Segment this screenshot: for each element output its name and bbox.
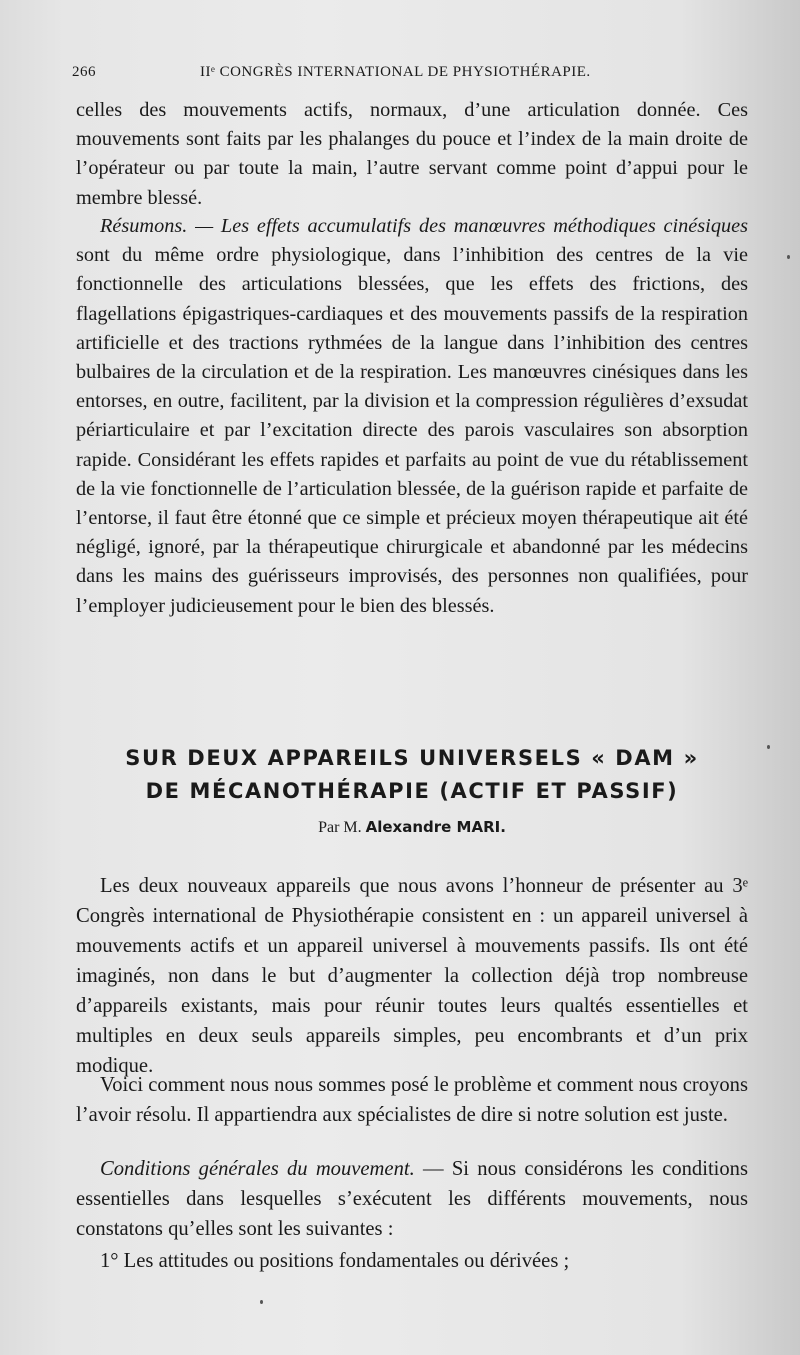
- scan-speck: [260, 1300, 263, 1304]
- author-name: Alexandre MARI.: [365, 818, 506, 836]
- byline-prefix: Par M.: [318, 819, 366, 836]
- running-title: IIᵉ CONGRÈS INTERNATIONAL DE PHYSIOTHÉRAPIE.: [200, 64, 591, 80]
- paragraph-list-item-1: 1° Les attitudes ou positions fondamentales ou dérivées ;: [100, 1250, 570, 1272]
- page-header: [72, 64, 748, 86]
- paragraph-problem: Voici comment nous nous sommes posé le problème et comment nous croyons l’avoir résolu. Il appartiendra aux spécialistes de dire si notre solution est juste.: [76, 1074, 748, 1126]
- byline: [72, 818, 752, 837]
- scan-speck: [787, 255, 790, 259]
- section-title-line-1: SUR DEUX APPAREILS UNIVERSELS « DAM »: [125, 746, 699, 770]
- paragraph-continuation: celles des mouvements actifs, normaux, d’une articulation donnée. Ces mouvements sont faits par les phalanges du pouce et l’index de la main droite de l’opérateur ou par toute la main, l’autre servant comme point d’appui pour le membre blessé.: [76, 99, 748, 209]
- paragraph-resumons: [76, 212, 748, 621]
- paragraph-lead-italic: Résumons. — Les effets accumulatifs des manœuvres méthodiques cinésiques: [100, 215, 748, 237]
- paragraph-intro: Les deux nouveaux appareils que nous avons l’honneur de présenter au 3ᵉ Congrès international de Physiothérapie consistent en : un appareil universel à mouvements actifs et un appareil universel à mouvements passifs. Ils ont été imaginés, non dans le but d’augmenter la collection déjà trop nombreuse d’appareils existants, mais pour réunir toutes leurs qualtés essentielles et multiples en deux seuls appareils simples, peu encombrants et d’un prix modique.: [76, 875, 748, 1077]
- scan-speck: [767, 745, 770, 749]
- section-title-line-2: DE MÉCANOTHÉRAPIE (ACTIF ET PASSIF): [145, 779, 679, 803]
- paragraph-body: sont du même ordre physiologique, dans l’inhibition des centres de la vie fonctionnelle des articulations blessées, que les effets des frictions, des flagellations épigastriques-cardiaques et des mouvements passifs de la respiration artificielle et des tractions rythmées de la langue dans l’inhibition des centres bulbaires de la circulation et de la respiration. Les manœuvres cinésiques dans les entorses, en outre, facilitent, par la division et la compression régulières d’exsudat périarticulaire et par l’excitation directe des parois vasculaires son absorption rapide. Considérant les effets rapides et parfaits au point de vue du rétablissement de la vie fonctionnelle de l’articulation blessée, de la guérison rapide et parfaite de l’entorse, il faut être étonné que ce simple et précieux moyen thérapeutique ait été négligé, ignoré, par la thérapeutique chirurgicale et abandonné par les médecins dans les mains des guérisseurs improvisés, des personnes non qualifiées, pour l’employer judicieusement pour le bien des blessés.: [76, 244, 748, 617]
- section-title: [72, 742, 752, 808]
- paragraph-conditions: [76, 1154, 748, 1244]
- paragraph-lead-italic: Conditions générales du mouvement.: [100, 1158, 415, 1180]
- paragraph-body: — Si nous considérons les conditions essentielles dans lesquelles s’exécutent les différents mouvements, nous constatons qu’elles sont les suivantes :: [76, 1158, 748, 1240]
- page-number: 266: [72, 64, 96, 80]
